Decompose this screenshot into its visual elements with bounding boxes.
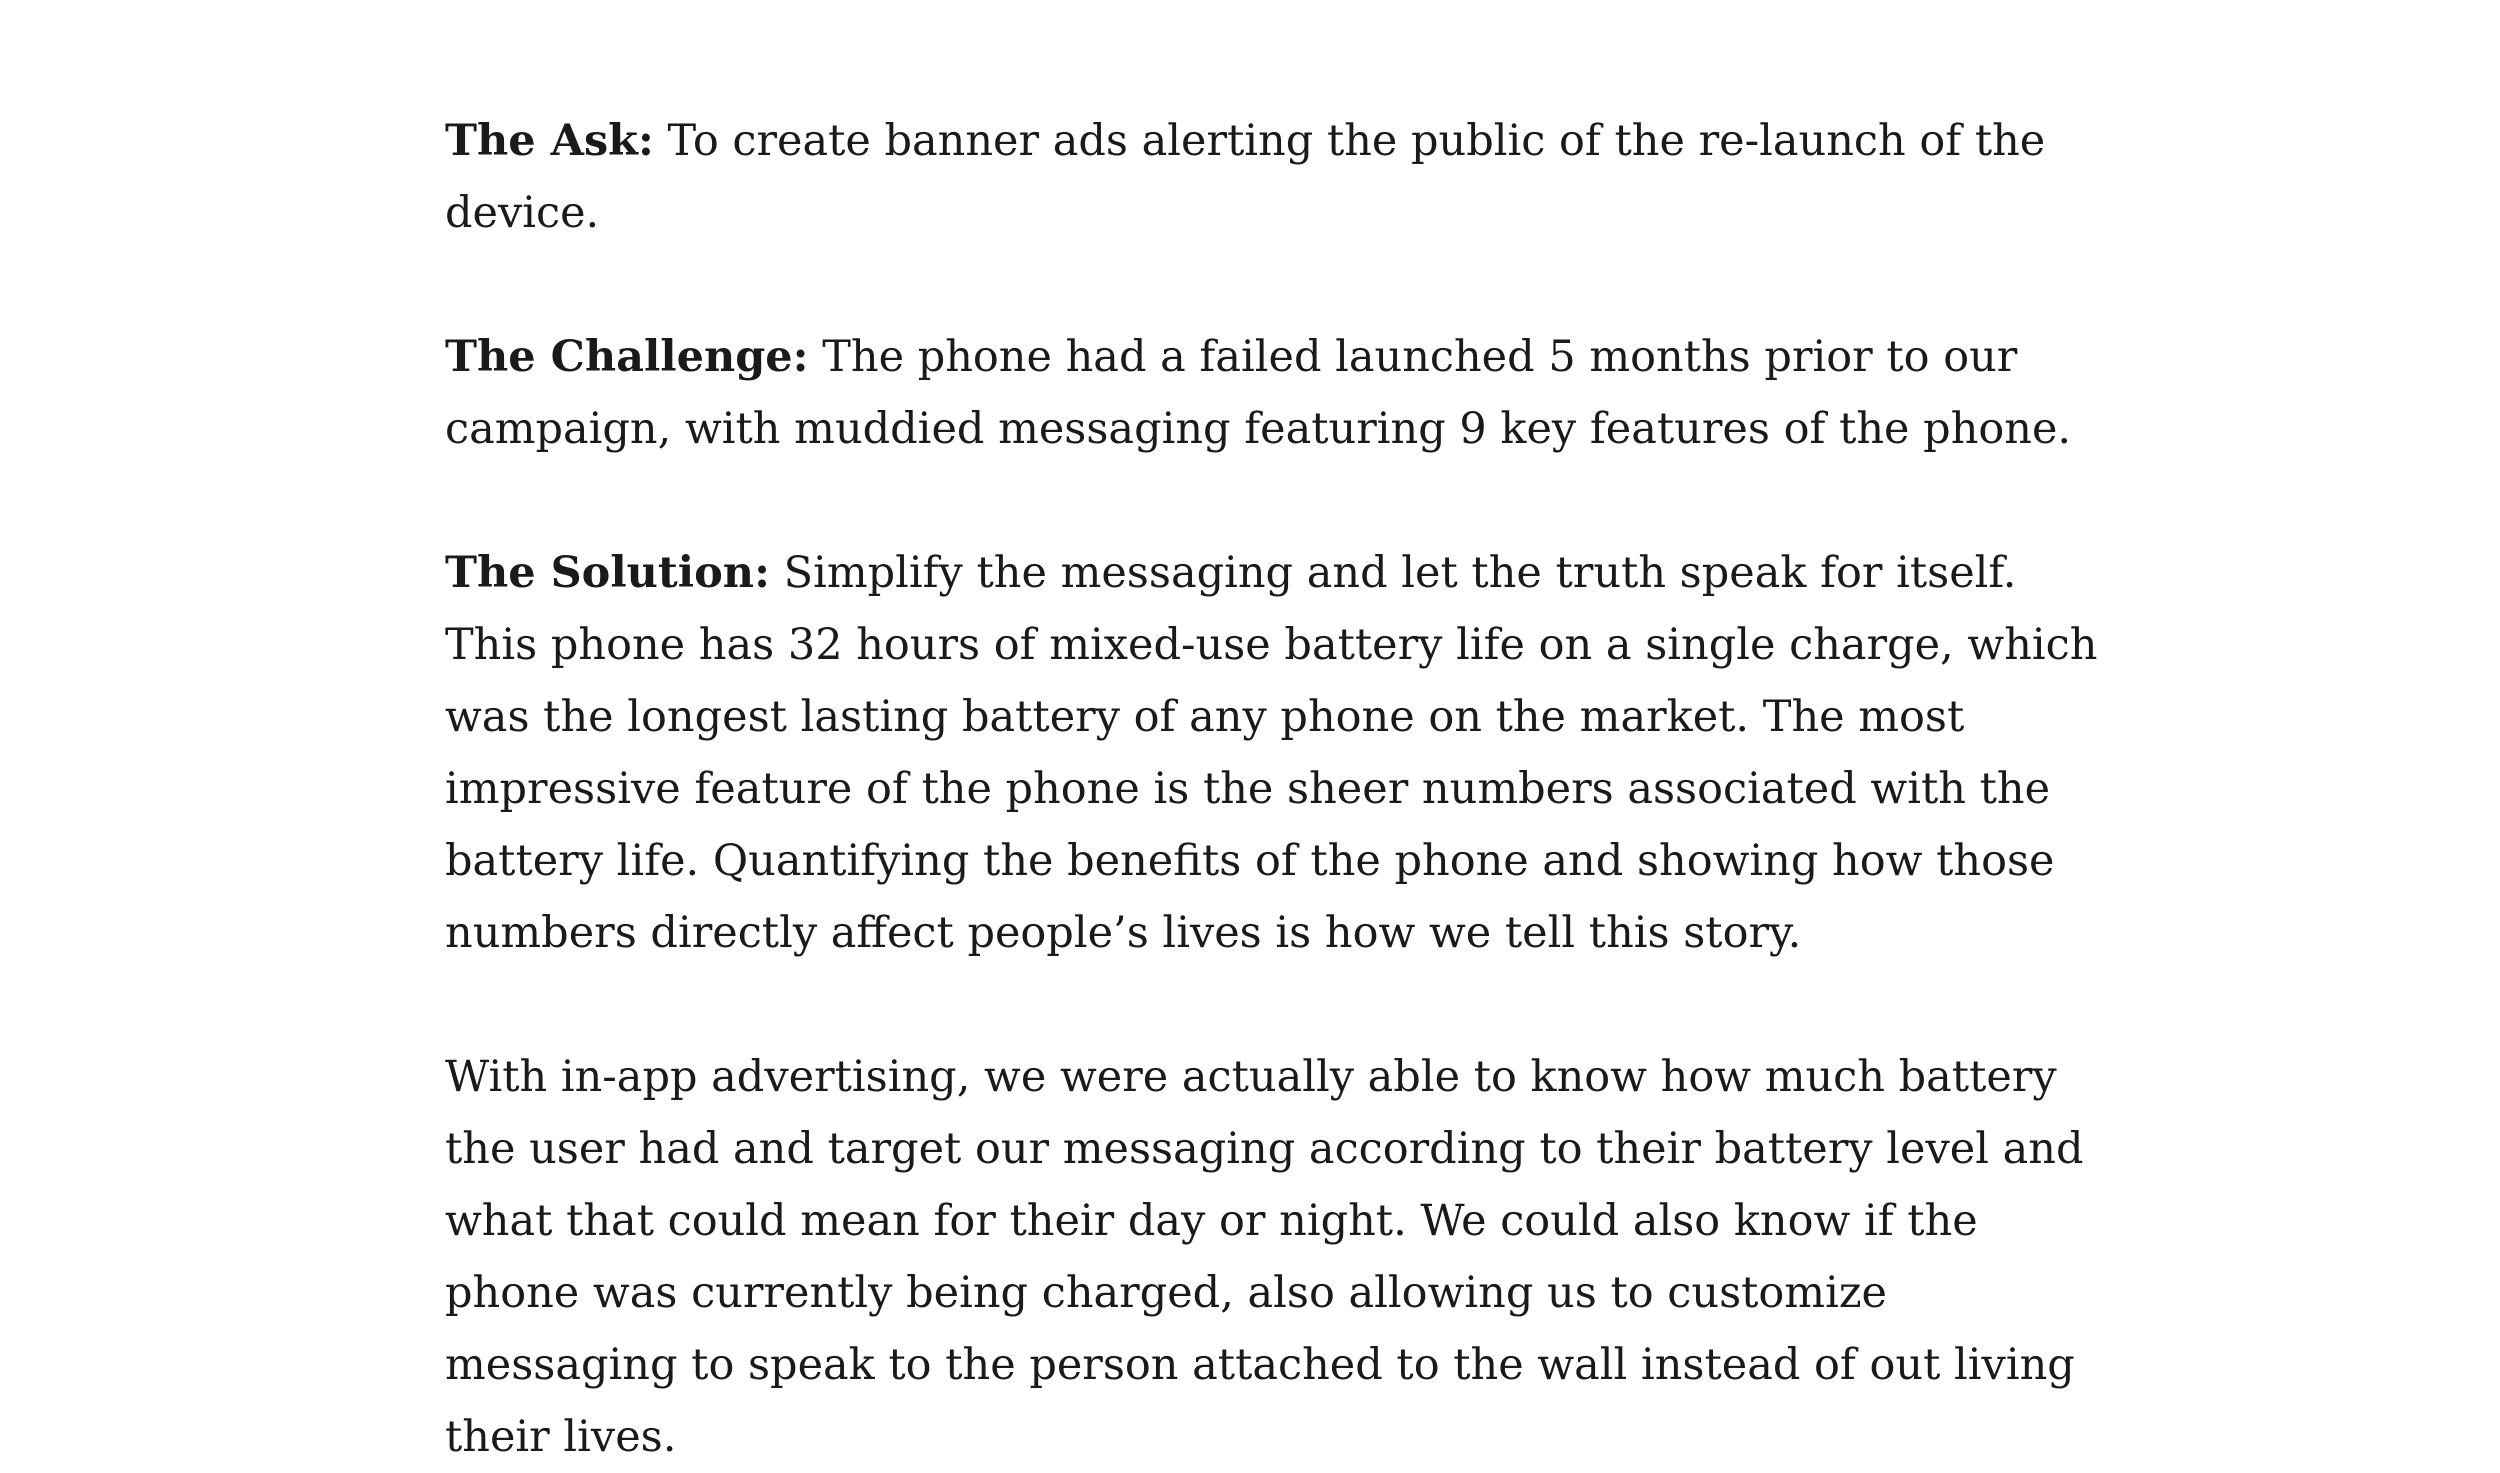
challenge-label: The Challenge:: [445, 332, 809, 382]
ask-text: To create banner ads alerting the public of the re-launch of the device.: [445, 116, 2046, 238]
solution-paragraph: [445, 537, 2105, 969]
article-body: [445, 105, 2105, 1473]
ask-label: The Ask:: [445, 116, 654, 166]
solution-text: Simplify the messaging and let the truth speak for itself. This phone has 32 hours of mixed-use battery life on a single charge, which was the longest lasting battery of any phone on the market. The most impressive feature of the phone is the sheer numbers associated with the battery life. Quantifying the benefits of the phone and showing how those numbers directly affect people’s lives is how we tell this story.: [445, 548, 2098, 958]
challenge-text: The phone had a failed launched 5 months prior to our campaign, with muddied messaging featuring 9 key features of the phone.: [445, 332, 2072, 454]
ask-paragraph: [445, 105, 2105, 249]
solution-label: The Solution:: [445, 548, 770, 598]
challenge-paragraph: [445, 321, 2105, 465]
in-app-paragraph: [445, 1041, 2105, 1473]
in-app-text: With in-app advertising, we were actually able to know how much battery the user had and target our messaging according to their battery level and what that could mean for their day or night. We could also know if the phone was currently being charged, also allowing us to customize messaging to speak to the person attached to the wall instead of out living their lives.: [445, 1052, 2084, 1462]
